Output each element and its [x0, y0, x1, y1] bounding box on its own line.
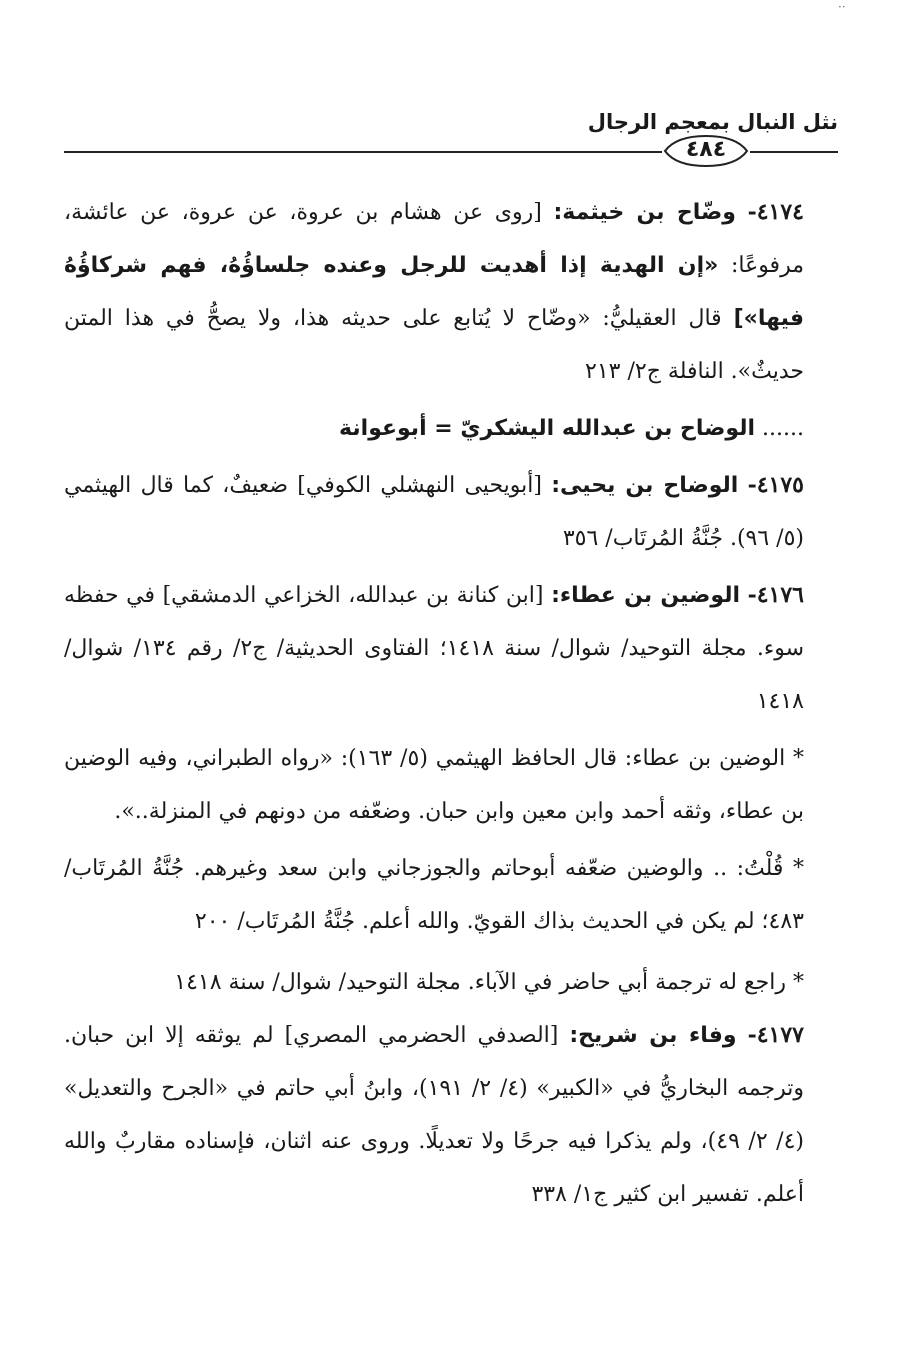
- entry-text: قال العقيليُّ: «وضّاح لا يُتابع على حديثه هذا، ولا يصحُّ في هذا المتن حديثٌ». النافلة ج٢/ ٢١٣: [64, 306, 804, 384]
- corner-mark: ··: [838, 0, 846, 14]
- entry-name: الوضاح بن يحيى:: [551, 473, 739, 498]
- entry-4176: [64, 569, 838, 728]
- hadith-quote: «إن الهدية إذا أهديت للرجل وعنده جلساؤُهُ، فهم شركاؤُهُ فيها»]: [64, 253, 804, 331]
- crossref-text: الوضاح بن عبدالله اليشكريّ = أبوعوانة: [339, 416, 756, 441]
- entry-name: وفاء بن شريح:: [569, 1023, 737, 1048]
- note-raji: * راجع له ترجمة أبي حاضر في الآباء. مجلة التوحيد/ شوال/ سنة ١٤١٨: [174, 970, 804, 995]
- page-content: [64, 186, 838, 1221]
- crossref-dots: ......: [762, 416, 804, 441]
- entry-name: وضّاح بن خيثمة:: [553, 200, 736, 225]
- cross-reference: [64, 402, 838, 455]
- entry-4177: [64, 1009, 838, 1221]
- entry-number: ٤١٧٧-: [747, 1022, 804, 1048]
- entry-4174: [64, 186, 838, 398]
- entry-number: ٤١٧٥-: [747, 472, 804, 498]
- page-number-frame: [662, 134, 750, 168]
- entry-text: [ابن كنانة بن عبدالله، الخزاعي الدمشقي] في حفظه سوء. مجلة التوحيد/ شوال/ سنة ١٤١٨؛ الفتاوى الحديثية/ ج٢/ رقم ١٣٤/ شوال/ ١٤١٨: [64, 583, 805, 714]
- entry-name: الوضين بن عطاء:: [551, 583, 741, 608]
- running-title: نثل النبال بمعجم الرجال: [587, 110, 838, 134]
- note-hafiz-haythami: * الوضين بن عطاء: قال الحافظ الهيثمي (٥/ ١٦٣): «رواه الطبراني، وفيه الوضين بن عطاء، وثقه أحمد وابن معين وابن حبان. وضعّفه من دونهم في المنزلة..».: [64, 746, 805, 824]
- entry-text: [روى عن هشام بن عروة، عن عروة، عن عائشة، مرفوعًا:: [64, 200, 804, 278]
- entry-text: [الصدفي الحضرمي المصري] لم يوثقه إلا ابن حبان. وترجمه البخاريُّ في «الكبير» (٤/ ٢/ ١٩١)، وابنُ أبي حاتم في «الجرح والتعديل» (٤/ ٢/ ٤٩)، ولم يذكرا فيه جرحًا ولا تعديلًا. وروى عنه اثنان، فإسناده مقاربٌ والله أعلم. تفسير ابن كثير ج١/ ٣٣٨: [64, 1023, 805, 1207]
- entry-text: [أبويحيى النهشلي الكوفي] ضعيفٌ، كما قال الهيثمي (٥/ ٩٦). جُنَّةُ المُرتَاب/ ٣٥٦: [64, 473, 804, 551]
- entry-number: ٤١٧٦-: [747, 582, 804, 608]
- entry-4175: [64, 459, 838, 565]
- entry-number: ٤١٧٤-: [747, 199, 804, 225]
- page-number: ٤٨٤: [685, 137, 727, 162]
- note-qultu: * قُلْتُ: .. والوضين ضعّفه أبوحاتم والجوزجاني وابن سعد وغيرهم. جُنَّةُ المُرتَاب/ ٤٨٣؛ لم يكن في الحديث بذاك القويّ. والله أعلم. جُنَّةُ المُرتَاب/ ٢٠٠: [64, 856, 804, 934]
